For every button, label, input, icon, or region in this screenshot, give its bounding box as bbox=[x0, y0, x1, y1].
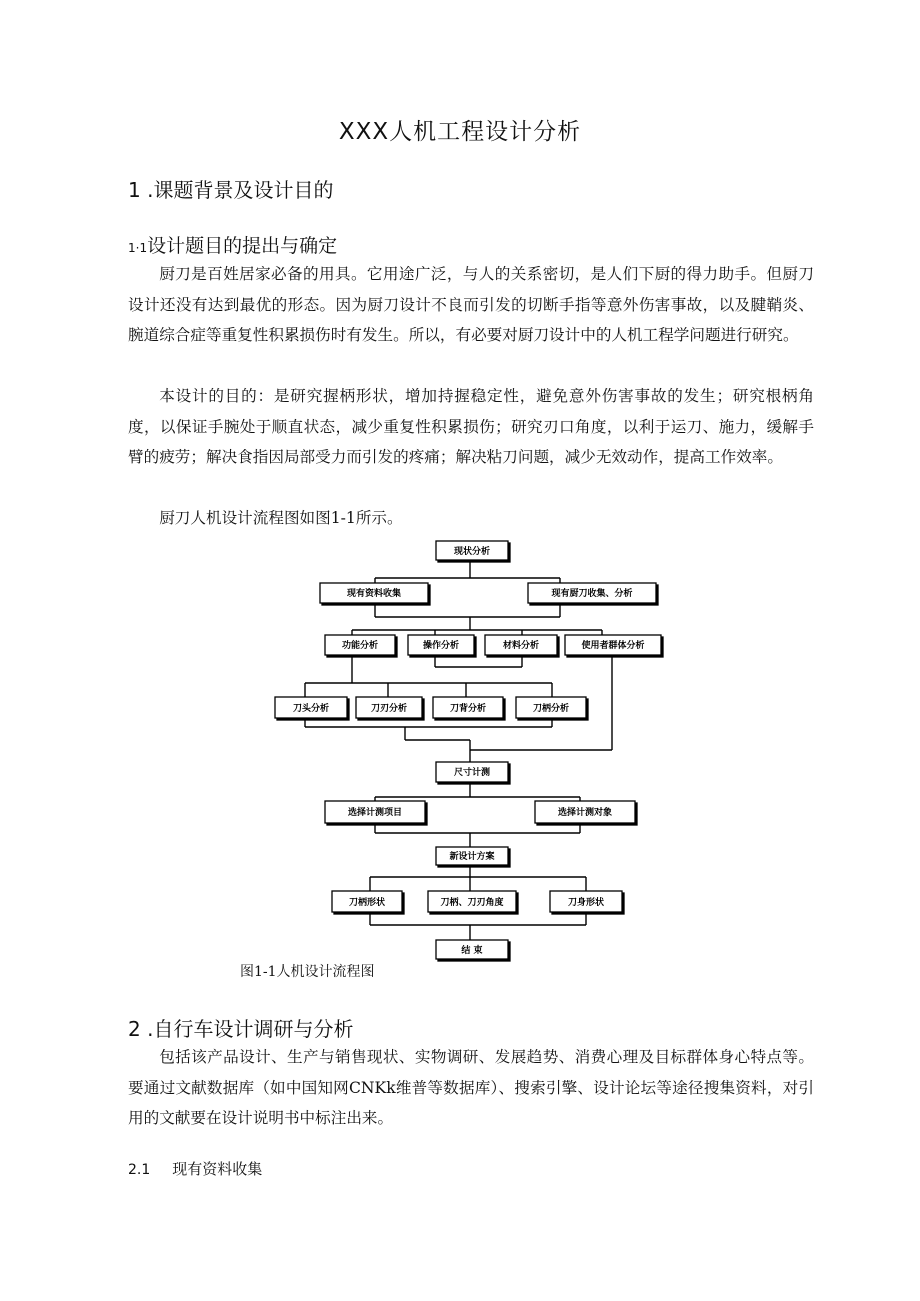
paragraph-research: 包括该产品设计、生产与销售现状、实物调研、发展趋势、消费心理及目标群体身心特点等。要通过文献数据库（如中国知网CNKk维普等数据库）、搜索引擎、设计论坛等途径搜集资料，对引用的文献要在设计说明书中标注出来。 bbox=[128, 1048, 814, 1127]
label-function: 功能分析 bbox=[341, 641, 379, 651]
label-edge: 刀刃分析 bbox=[370, 704, 408, 714]
flowchart-figure bbox=[270, 535, 670, 965]
label-select-items: 选择计测项目 bbox=[347, 808, 403, 818]
paragraph-purpose: 本设计的目的：是研究握柄形状，增加持握稳定性，避免意外伤害事故的发生；研究根柄角度，以保证手腕处于顺直状态，减少重复性积累损伤；研究刃口角度，以利于运刀、施力，缓解手臂的疲劳；解决食指因局部受力而引发的疼痛；解决粘刀问题，减少无效动作，提高工作效率。 bbox=[128, 387, 814, 466]
label-handle-edge-angle: 刀柄、刀刃角度 bbox=[440, 898, 504, 908]
paragraph-figure-ref: 厨刀人机设计流程图如图1-1所示。 bbox=[159, 509, 403, 527]
figure-caption: 图1-1人机设计流程图 bbox=[240, 964, 375, 980]
flowchart-connectors bbox=[305, 560, 612, 940]
label-handle: 刀柄分析 bbox=[532, 704, 570, 714]
label-new-plan: 新设计方案 bbox=[449, 852, 495, 862]
label-existing-data: 现有资料收集 bbox=[346, 589, 402, 599]
label-body-shape: 刀身形状 bbox=[567, 898, 605, 908]
section-1-1-number: 1·1 bbox=[128, 241, 148, 255]
section-2-heading: 2 .自行车设计调研与分析 bbox=[128, 1017, 354, 1041]
label-existing-knife: 现有厨刀收集、分析 bbox=[551, 589, 633, 599]
label-user-group: 使用者群体分析 bbox=[581, 641, 645, 651]
section-1-heading: 1 .课题背景及设计目的 bbox=[128, 178, 334, 202]
section-2-1-title: 现有资料收集 bbox=[172, 1160, 263, 1178]
label-back: 刀背分析 bbox=[449, 704, 487, 714]
label-handle-shape: 刀柄形状 bbox=[348, 898, 386, 908]
section-1-1-title: 设计题目的提出与确定 bbox=[147, 235, 338, 257]
section-2-1-number: 2.1 bbox=[128, 1162, 151, 1178]
section-1-1-heading bbox=[128, 231, 337, 258]
label-material: 材料分析 bbox=[502, 641, 540, 651]
label-head: 刀头分析 bbox=[292, 704, 330, 714]
label-end: 结 束 bbox=[461, 946, 483, 956]
section-2-1-heading bbox=[128, 1158, 262, 1179]
paragraph-background: 厨刀是百姓居家必备的用具。它用途广泛，与人的关系密切，是人们下厨的得力助手。但厨刀设计还没有达到最优的形态。因为厨刀设计不良而引发的切断手指等意外伤害事故，以及腱鞘炎、腕道综合症等重复性积累损伤时有发生。所以，有必要对厨刀设计中的人机工程学问题进行研究。 bbox=[128, 265, 814, 344]
label-select-objects: 选择计测对象 bbox=[557, 808, 613, 818]
document-title: XXX人机工程设计分析 bbox=[338, 119, 582, 145]
label-status: 现状分析 bbox=[453, 547, 491, 557]
label-operation: 操作分析 bbox=[422, 641, 460, 651]
label-measure: 尺寸计测 bbox=[453, 768, 491, 778]
